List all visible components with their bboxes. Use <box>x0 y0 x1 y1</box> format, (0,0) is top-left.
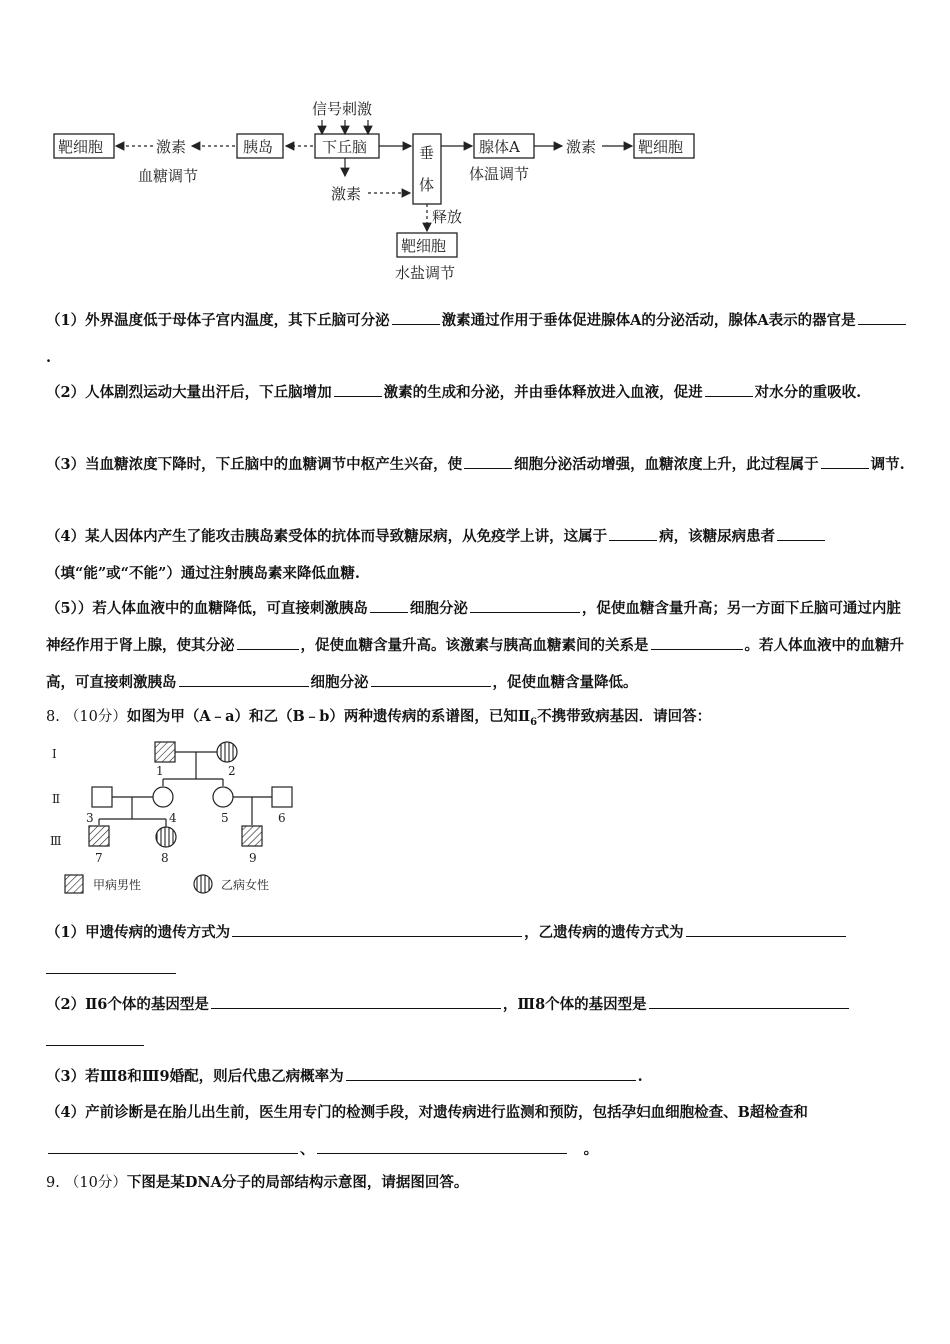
individual-id: 9 <box>249 851 257 865</box>
q7-p5-text-a: （5））若人体血液中的血糖降低，可直接刺激胰岛 <box>46 600 368 617</box>
target-cell-bottom-label: 靶细胞 <box>401 237 447 255</box>
individual-ii3 <box>92 787 112 807</box>
q9-stem <box>46 1164 908 1202</box>
q7-part3 <box>46 446 908 483</box>
q7-p3-text-a: （3）当血糖浓度下降时，下丘脑中的血糖调节中枢产生兴奋，使 <box>46 456 463 473</box>
hormone-right-label: 激素 <box>566 138 597 156</box>
q7-p5-text-d: ，促使血糖含量升高。该激素与胰高血糖素间的关系是 <box>300 637 649 654</box>
q8-part3 <box>46 1058 908 1095</box>
q8-p1-text-a: （1）甲遗传病的遗传方式为 <box>46 924 231 941</box>
q8-stem-text: 如图为甲（A﹣a）和乙（B﹣b）两种遗传病的系谱图，已知Ⅱ <box>126 708 531 725</box>
answer-blank[interactable] <box>346 1065 636 1081</box>
individual-id: 6 <box>278 811 286 825</box>
q7-p1-text-c: . <box>46 349 52 366</box>
answer-blank[interactable] <box>237 634 299 650</box>
q7-part5 <box>46 590 908 701</box>
q7-p1-text-b: 激素通过作用于垂体促进腺体A的分泌活动，腺体A表示的器官是 <box>441 312 856 329</box>
q7-part2 <box>46 374 908 411</box>
q7-p5-text-c: ，促使血糖含量升高；另一方面下丘脑可通过内脏神经作用于肾上腺，使其分泌 <box>46 600 901 654</box>
release-label: 释放 <box>432 208 463 226</box>
regulation-diagram <box>0 90 720 290</box>
individual-id: 8 <box>161 851 169 865</box>
gland-a-label: 腺体A <box>479 138 520 156</box>
q8-part1 <box>46 914 908 988</box>
q7-part4 <box>46 518 908 592</box>
q7-p4-text-b: 病，该糖尿病患者 <box>659 528 776 545</box>
answer-blank[interactable] <box>392 309 440 325</box>
q8-score: （10分） <box>64 709 127 725</box>
answer-blank[interactable] <box>46 958 176 974</box>
q7-p5-text-b: 细胞分泌 <box>409 600 468 617</box>
individual-ii4 <box>153 787 173 807</box>
q7-p3-text-c: 调节. <box>870 456 905 473</box>
individual-id: 1 <box>156 764 164 778</box>
q7-part1 <box>46 302 908 376</box>
answer-blank[interactable] <box>179 671 309 687</box>
generation-label: Ⅲ <box>50 834 62 848</box>
generation-label: Ⅱ <box>52 792 61 806</box>
answer-blank[interactable] <box>686 921 846 937</box>
signal-label: 信号刺激 <box>312 100 373 118</box>
individual-iii8 <box>156 827 176 847</box>
answer-blank[interactable] <box>317 1138 567 1154</box>
q8-p2-text-a: （2）Ⅱ6个体的基因型是 <box>46 996 209 1013</box>
q9-number: 9. <box>46 1175 60 1191</box>
answer-blank[interactable] <box>777 525 825 541</box>
q8-p3-text-a: （3）若Ⅲ8和Ⅲ9婚配，则后代患乙病概率为 <box>46 1068 344 1085</box>
q8-p1-text-b: ，乙遗传病的遗传方式为 <box>524 924 684 941</box>
answer-blank[interactable] <box>470 597 580 613</box>
q8-p3-text-b: . <box>637 1068 643 1085</box>
q8-number: 8. <box>46 709 60 725</box>
body-temp-regulation-label: 体温调节 <box>469 165 530 183</box>
answer-blank[interactable] <box>211 993 501 1009</box>
individual-iii9 <box>242 826 262 846</box>
answer-blank[interactable] <box>48 1138 298 1154</box>
pituitary-label-2: 体 <box>419 176 435 194</box>
q8-p4-text-a: （4）产前诊断是在胎儿出生前，医生用专门的检测手段，对遗传病进行监测和预防，包括孕妇血细胞检查、B超检查和 <box>46 1104 808 1121</box>
q7-p2-text-c: 对水分的重吸收. <box>754 384 862 401</box>
q7-p3-text-b: 细胞分泌活动增强，血糖浓度上升，此过程属于 <box>514 456 819 473</box>
answer-blank[interactable] <box>232 921 522 937</box>
individual-id: 3 <box>86 811 94 825</box>
hormone-left-label: 激素 <box>156 138 187 156</box>
individual-i2 <box>217 742 237 762</box>
q8-part2 <box>46 986 908 1060</box>
answer-blank[interactable] <box>651 634 743 650</box>
pancreas-label: 胰岛 <box>243 138 274 156</box>
individual-iii7 <box>89 826 109 846</box>
individual-id: 7 <box>95 851 103 865</box>
water-salt-regulation-label: 水盐调节 <box>395 264 456 282</box>
q7-p5-text-e: 。若人体血液中的血糖升高，可直接刺激胰岛 <box>46 637 904 691</box>
q7-p2-text-b: 激素的生成和分泌，并由垂体释放进入血液，促进 <box>383 384 703 401</box>
hypothalamus-label: 下丘脑 <box>322 138 368 156</box>
q8-p4-text-b: 、 <box>300 1141 315 1158</box>
q8-stem-end: 不携带致病基因．请回答： <box>537 708 712 725</box>
answer-blank[interactable] <box>705 381 753 397</box>
q7-p5-text-f: 细胞分泌 <box>310 674 369 691</box>
answer-blank[interactable] <box>858 309 906 325</box>
individual-id: 2 <box>228 764 236 778</box>
q7-p4-text-c: （填“能”或“不能”）通过注射胰岛素来降低血糖. <box>46 565 360 582</box>
q7-p2-text-a: （2）人体剧烈运动大量出汗后，下丘脑增加 <box>46 384 332 401</box>
legend-disease-a-icon <box>65 875 83 893</box>
legend-disease-b-label: 乙病女性 <box>221 878 270 892</box>
hormone-mid-label: 激素 <box>331 185 362 203</box>
pedigree-chart <box>40 735 320 900</box>
answer-blank[interactable] <box>334 381 382 397</box>
legend-disease-a-label: 甲病男性 <box>93 878 142 892</box>
individual-ii6 <box>272 787 292 807</box>
pituitary-label-1: 垂 <box>419 144 435 162</box>
answer-blank[interactable] <box>649 993 849 1009</box>
q7-p1-text-a: （1）外界温度低于母体子宫内温度，其下丘脑可分泌 <box>46 312 390 329</box>
q8-stem-sub: 6 <box>530 716 538 728</box>
target-cell-right-label: 靶细胞 <box>638 138 684 156</box>
answer-blank[interactable] <box>371 671 491 687</box>
generation-label: Ⅰ <box>52 747 57 761</box>
answer-blank[interactable] <box>46 1030 144 1046</box>
answer-blank[interactable] <box>609 525 657 541</box>
q8-p2-text-b: ，Ⅲ8个体的基因型是 <box>502 996 647 1013</box>
q9-stem-text: 下图是某DNA分子的局部结构示意图，请据图回答。 <box>126 1174 469 1191</box>
answer-blank[interactable] <box>464 453 512 469</box>
q7-p5-text-g: ，促使血糖含量降低。 <box>492 674 638 691</box>
individual-id: 5 <box>221 811 229 825</box>
answer-blank[interactable] <box>370 597 408 613</box>
legend-disease-b-icon <box>194 875 212 893</box>
q9-score: （10分） <box>64 1175 127 1191</box>
individual-i1 <box>155 742 175 762</box>
target-cell-left-label: 靶细胞 <box>58 138 104 156</box>
answer-blank[interactable] <box>821 453 869 469</box>
blood-sugar-regulation-label: 血糖调节 <box>138 167 199 185</box>
q8-part4 <box>46 1094 908 1168</box>
q8-p4-text-c: 。 <box>583 1141 599 1158</box>
individual-ii5 <box>213 787 233 807</box>
q7-p4-text-a: （4）某人因体内产生了能攻击胰岛素受体的抗体而导致糖尿病，从免疫学上讲，这属于 <box>46 528 608 545</box>
individual-id: 4 <box>169 811 177 825</box>
